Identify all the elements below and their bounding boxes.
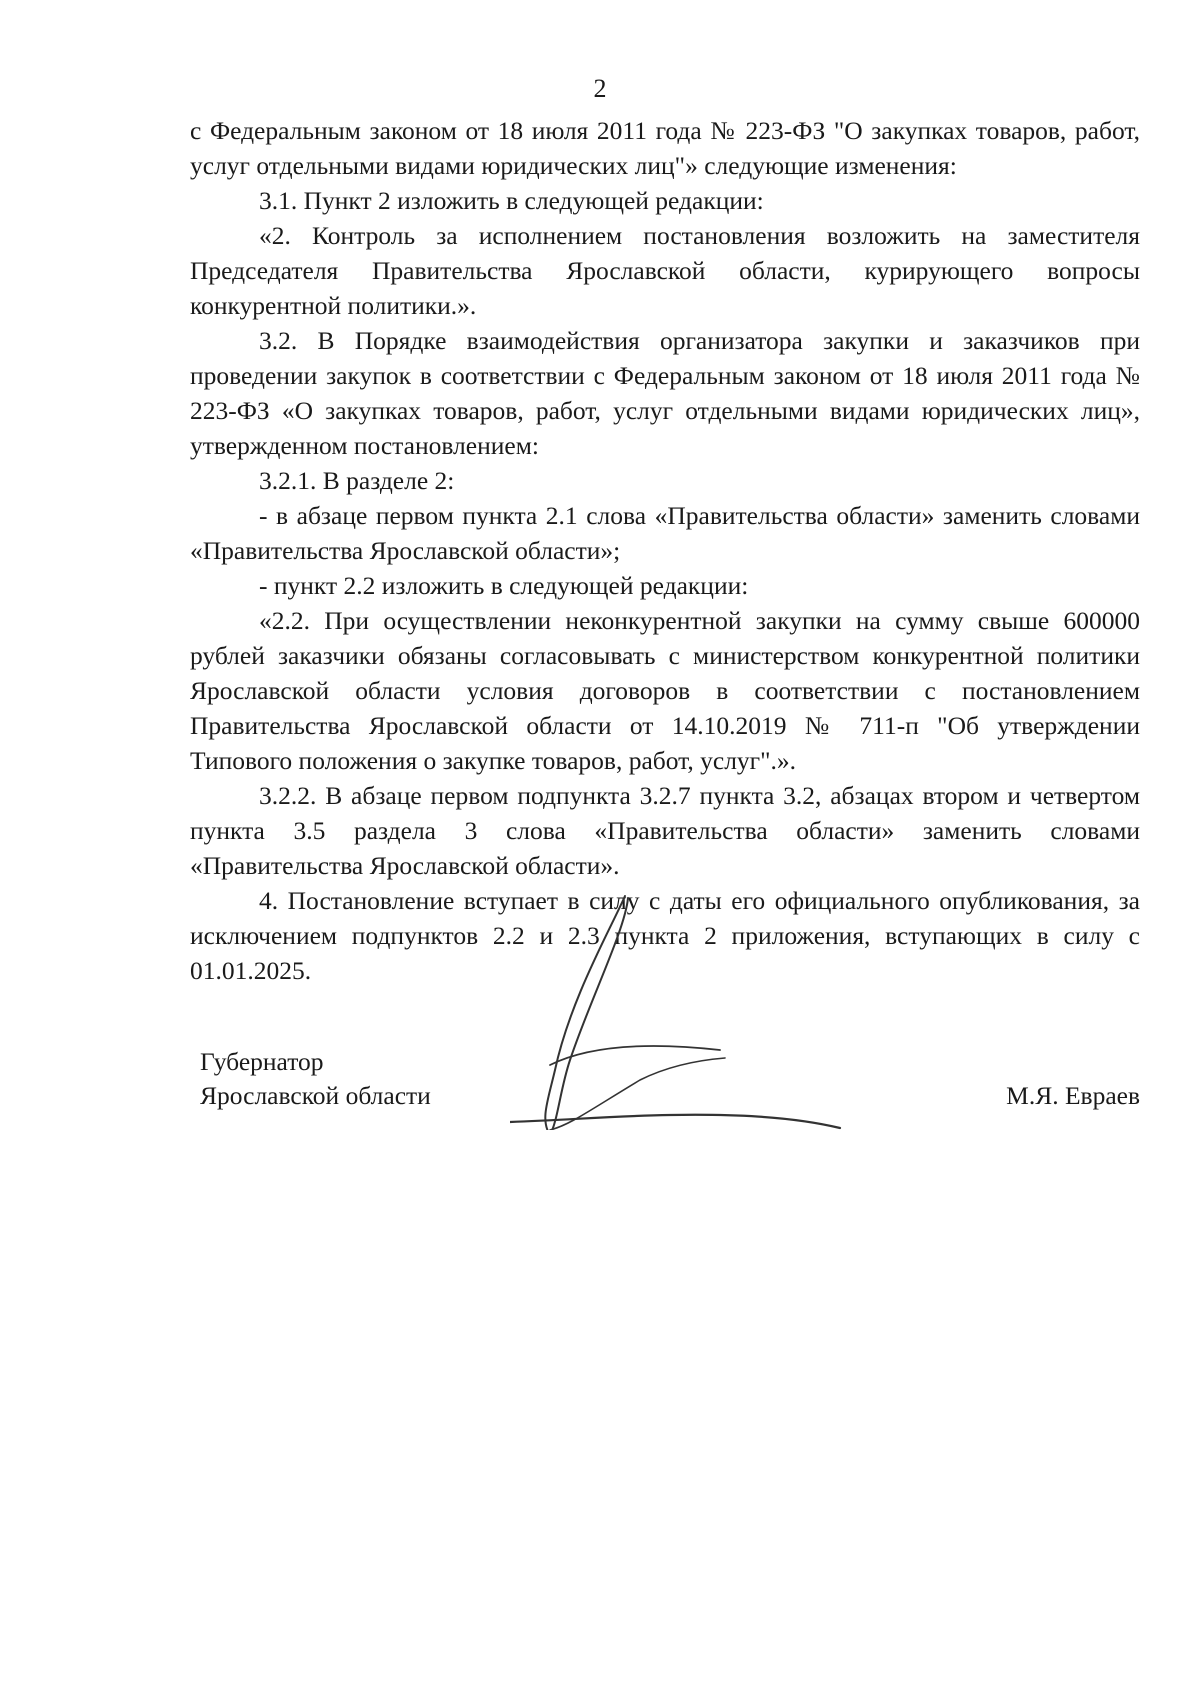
paragraph-3-2-2: 3.2.2. В абзаце первом подпункта 3.2.7 пункта 3.2, абзацах втором и четвертом пункта 3.5 раздела 3 слова «Правительства области» заменить словами «Правительства Ярославской области». xyxy=(190,781,1140,880)
paragraph-quote-2-2: «2.2. При осуществлении неконкурентной закупки на сумму свыше 600000 рублей заказчики обязаны согласовывать с министерством конкурентной политики Ярославской области условия договоров в соответствии с постановлением Правительства Ярославской области от 14.10.2019 № 711-п "Об утверждении Типового положения о закупке товаров, работ, услуг".». xyxy=(190,606,1140,775)
paragraph-3-1: 3.1. Пункт 2 изложить в следующей редакции: xyxy=(259,186,764,215)
signatory-title-line-2: Ярославской области xyxy=(200,1081,431,1110)
signatory-title xyxy=(200,1045,431,1113)
paragraph-quote-2: «2. Контроль за исполнением постановления возложить на заместителя Председателя Правительства Ярославской области, курирующего вопросы конкурентной политики.». xyxy=(190,221,1140,320)
signature-block xyxy=(200,1045,1140,1135)
signatory-name: М.Я. Евраев xyxy=(1006,1081,1140,1110)
paragraph-3-2: 3.2. В Порядке взаимодействия организатора закупки и заказчиков при проведении закупок в соответствии с Федеральным законом от 18 июля 2011 года № 223-ФЗ «О закупках товаров, работ, услуг отдельными видами юридических лиц», утвержденном постановлением: xyxy=(190,326,1140,460)
paragraph-item-2-2: - пункт 2.2 изложить в следующей редакции: xyxy=(259,571,749,600)
paragraph-continuation: с Федеральным законом от 18 июля 2011 года № 223-ФЗ "О закупках товаров, работ, услуг отдельными видами юридических лиц"» следующие изменения: xyxy=(190,116,1140,180)
paragraph-4: 4. Постановление вступает в силу с даты его официального опубликования, за исключением подпунктов 2.2 и 2.3 пункта 2 приложения, вступающих в силу с 01.01.2025. xyxy=(190,886,1140,985)
document-body xyxy=(190,113,1140,988)
page-number: 2 xyxy=(593,74,607,103)
paragraph-item-2-1: - в абзаце первом пункта 2.1 слова «Правительства области» заменить словами «Правительства Ярославской области»; xyxy=(190,501,1140,565)
paragraph-3-2-1: 3.2.1. В разделе 2: xyxy=(259,466,455,495)
signatory-title-line-1: Губернатор xyxy=(200,1047,324,1076)
